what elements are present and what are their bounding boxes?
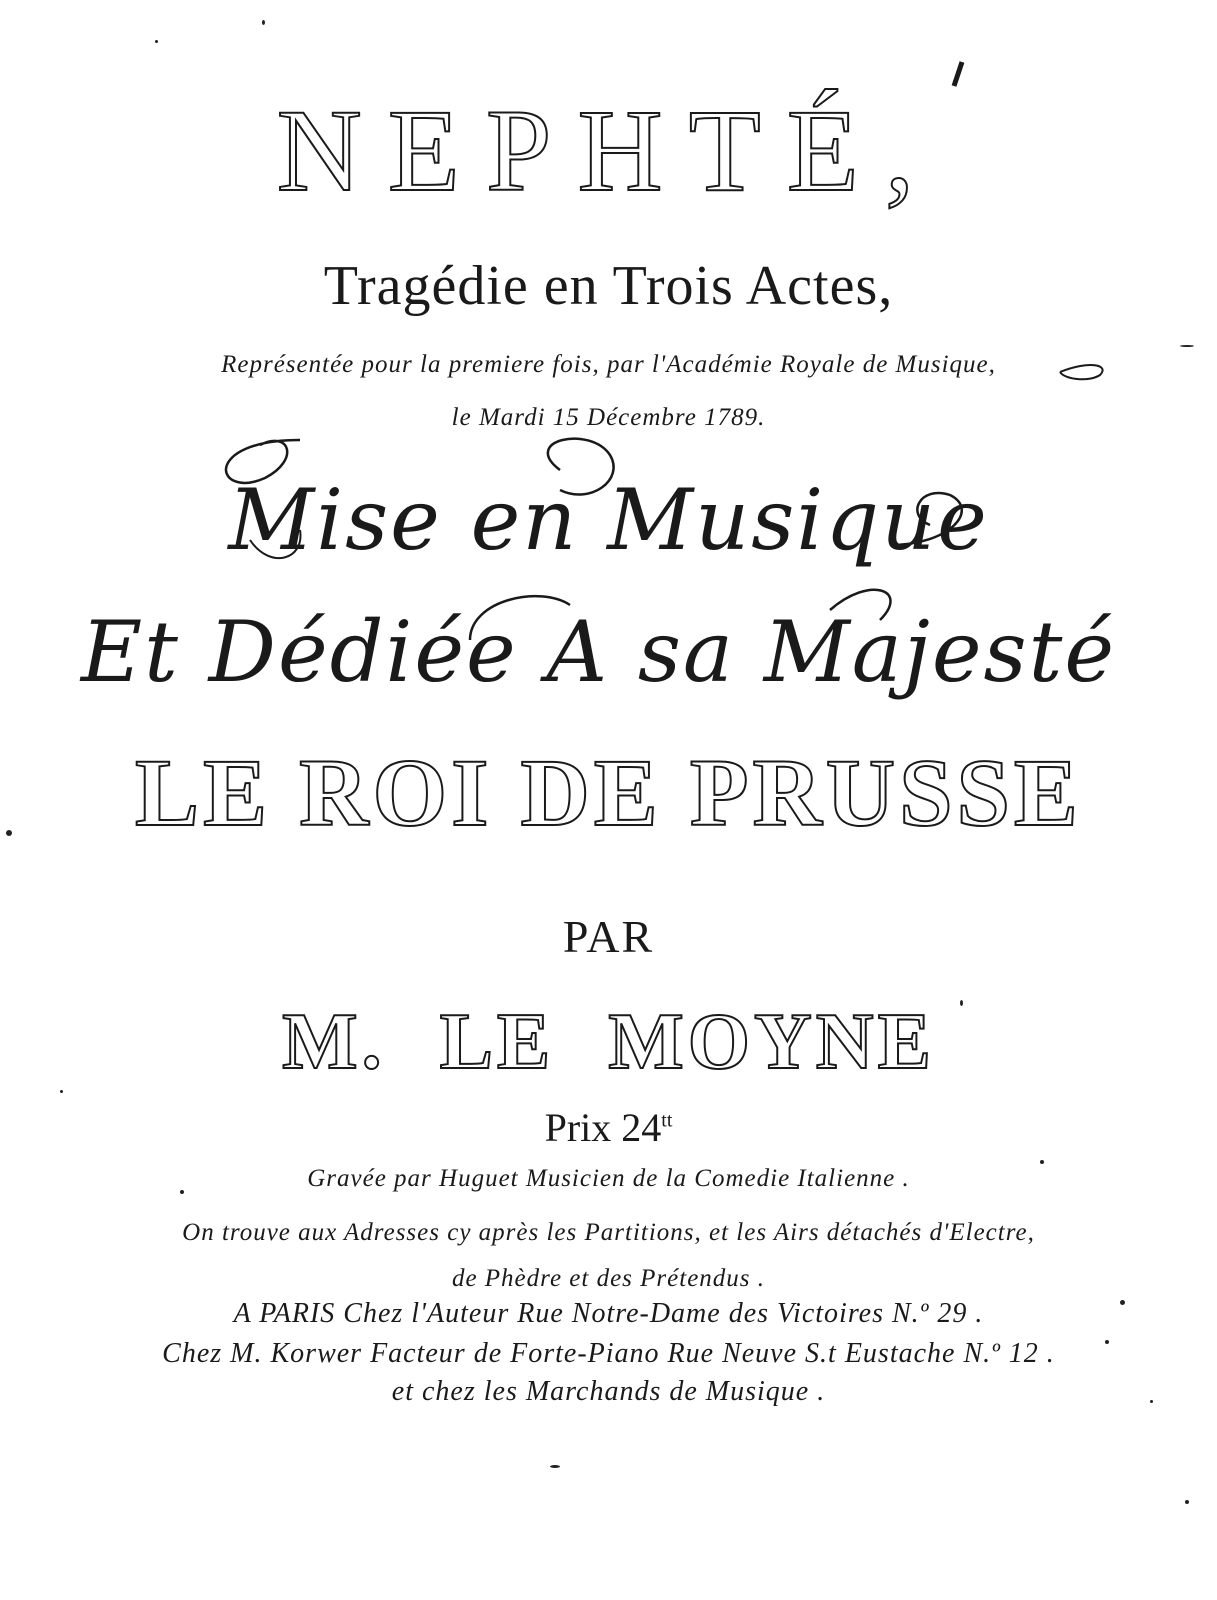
availability-line-1: On trouve aux Adresses cy après les Partitions, et les Airs détachés d'Electre,: [182, 1219, 1035, 1246]
paper-speck: [550, 1465, 560, 1468]
price: [0, 1105, 1217, 1150]
paper-speck: [60, 1090, 63, 1093]
paper-speck: [1040, 1160, 1044, 1164]
paper-speck: [262, 20, 265, 25]
address-line-3: et chez les Marchands de Musique .: [391, 1376, 826, 1407]
work-subtitle: Tragédie en Trois Actes,: [323, 255, 894, 317]
paper-speck: [1180, 345, 1194, 347]
engraver-credit: Gravée par Huguet Musicien de la Comedie Italienne .: [307, 1165, 910, 1192]
address-line-1: A PARIS Chez l'Auteur Rue Notre-Dame des Victoires N.º 29 .: [233, 1298, 984, 1329]
by-label: PAR: [562, 911, 655, 962]
paper-speck: [1105, 1340, 1109, 1344]
work-title: NEPHTÉ,: [276, 85, 941, 216]
paper-speck: [6, 830, 12, 836]
performance-note: Représentée pour la premiere fois, par l'Académie Royale de Musique,: [221, 351, 996, 378]
paper-speck: [960, 1000, 963, 1006]
set-to-music-line: Mise en Musique: [228, 471, 989, 569]
paper-speck: [1120, 1300, 1125, 1305]
availability-line-2: de Phèdre et des Prétendus .: [451, 1265, 766, 1292]
paper-speck: [1150, 1400, 1153, 1403]
paper-speck: [180, 1190, 184, 1194]
paper-speck: [1185, 1500, 1189, 1504]
performance-date: le Mardi 15 Décembre 1789.: [451, 404, 766, 431]
price-unit: tt: [661, 1109, 673, 1132]
dedicatee-name: LE ROI DE PRUSSE: [135, 739, 1082, 846]
address-line-2: Chez M. Korwer Facteur de Forte-Piano Rue Neuve S.t Eustache N.º 12 .: [162, 1338, 1055, 1369]
dedication-line: Et Dédiée A sa Majesté: [80, 603, 1117, 701]
price-label: Prix 24: [544, 1105, 662, 1150]
composer-name: M. LE MOYNE: [282, 998, 935, 1086]
paper-speck: [155, 40, 158, 43]
